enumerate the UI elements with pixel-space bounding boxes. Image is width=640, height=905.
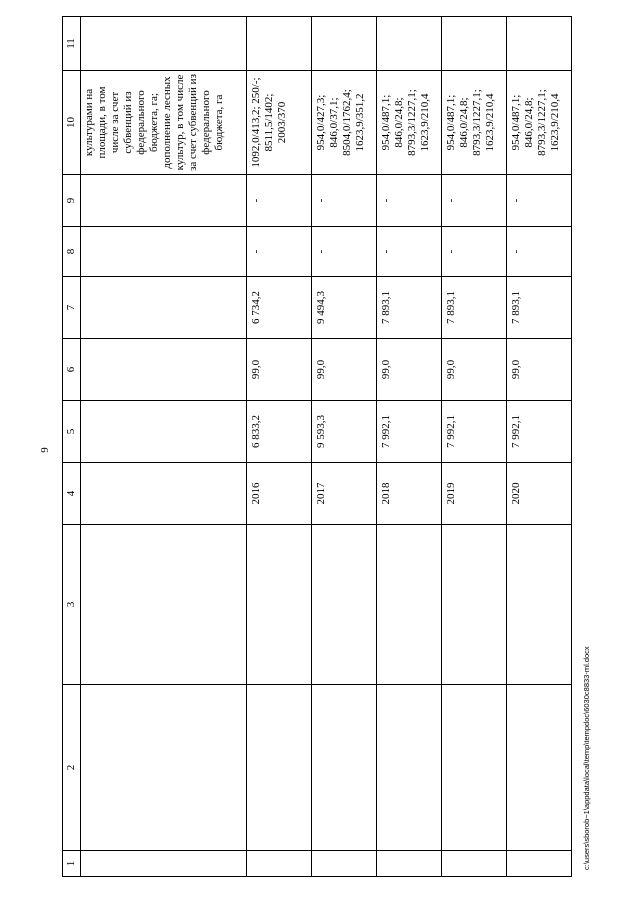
value-cell: 6 734,2 — [247, 277, 312, 339]
indicator-values: 954,0/487,1; 846,0/24,8; 8793,3/1227,1; 1623,9/210,4 — [442, 71, 507, 175]
indicator-values: 954,0/487,1; 846,0/24,8; 8793,3/1227,1; 1623,9/210,4 — [507, 71, 572, 175]
header-cell: 4 — [63, 463, 81, 525]
value-cell: - — [247, 175, 312, 227]
value-cell: 7 893,1 — [442, 277, 507, 339]
value-cell: 99,0 — [377, 339, 442, 401]
value-cell: 7 893,1 — [507, 277, 572, 339]
value-cell: 99,0 — [312, 339, 377, 401]
header-cell: 11 — [63, 17, 81, 71]
value-cell: - — [377, 227, 442, 277]
value-cell: - — [442, 175, 507, 227]
header-cell: 2 — [63, 685, 81, 851]
header-cell: 9 — [63, 175, 81, 227]
value-cell: 9 494,3 — [312, 277, 377, 339]
year-cell: 2016 — [247, 463, 312, 525]
value-cell: 7 893,1 — [377, 277, 442, 339]
header-cell: 6 — [63, 339, 81, 401]
indicator-values: 954,0/487,1; 846,0/24,8; 8793,3/1227,1; 1623,9/210,4 — [377, 71, 442, 175]
program-table — [62, 16, 572, 877]
column-number-row — [63, 17, 81, 877]
value-cell: - — [507, 227, 572, 277]
header-cell: 5 — [63, 401, 81, 463]
value-cell: - — [377, 175, 442, 227]
total-cell: 9 593,3 — [312, 401, 377, 463]
footer-path-text: c:\users\sborob~1\appdata\local\temp\tempdoc\6030c8833-ml.docx — [582, 646, 591, 870]
total-cell: 7 992,1 — [377, 401, 442, 463]
table-row — [442, 17, 507, 877]
table-row — [247, 17, 312, 877]
indicator-values: 1092,0/413,2; 250/-; 8511,5/1402; 2003/370 — [247, 71, 312, 175]
value-cell: - — [247, 227, 312, 277]
value-cell: 99,0 — [247, 339, 312, 401]
year-cell: 2020 — [507, 463, 572, 525]
table-row — [507, 17, 572, 877]
indicator-description: культурами на площади, в том числе за счет субвенций из федерального бюджета, га; дополнение лесных культур, в том числе за счет субвенций из федерального бюджета, га — [80, 71, 247, 175]
page-number: 9 — [39, 447, 51, 453]
total-cell: 6 833,2 — [247, 401, 312, 463]
value-cell: - — [312, 175, 377, 227]
value-cell: 99,0 — [442, 339, 507, 401]
table-row — [377, 17, 442, 877]
year-cell: 2017 — [312, 463, 377, 525]
indicator-values: 954,0/427,3; 846,0/37,1; 8504,0/1762,4; 1623,9/351,2 — [312, 71, 377, 175]
value-cell: - — [312, 227, 377, 277]
value-cell: - — [507, 175, 572, 227]
total-cell: 7 992,1 — [442, 401, 507, 463]
header-cell: 1 — [63, 851, 81, 877]
total-cell: 7 992,1 — [507, 401, 572, 463]
header-cell: 3 — [63, 525, 81, 685]
footer-path — [582, 470, 592, 870]
header-cell: 8 — [63, 227, 81, 277]
rotated-table-container — [62, 17, 572, 877]
continuation-row — [80, 17, 247, 877]
header-cell: 7 — [63, 277, 81, 339]
value-cell: 99,0 — [507, 339, 572, 401]
header-cell: 10 — [63, 71, 81, 175]
table-row — [312, 17, 377, 877]
year-cell: 2018 — [377, 463, 442, 525]
year-cell: 2019 — [442, 463, 507, 525]
value-cell: - — [442, 227, 507, 277]
